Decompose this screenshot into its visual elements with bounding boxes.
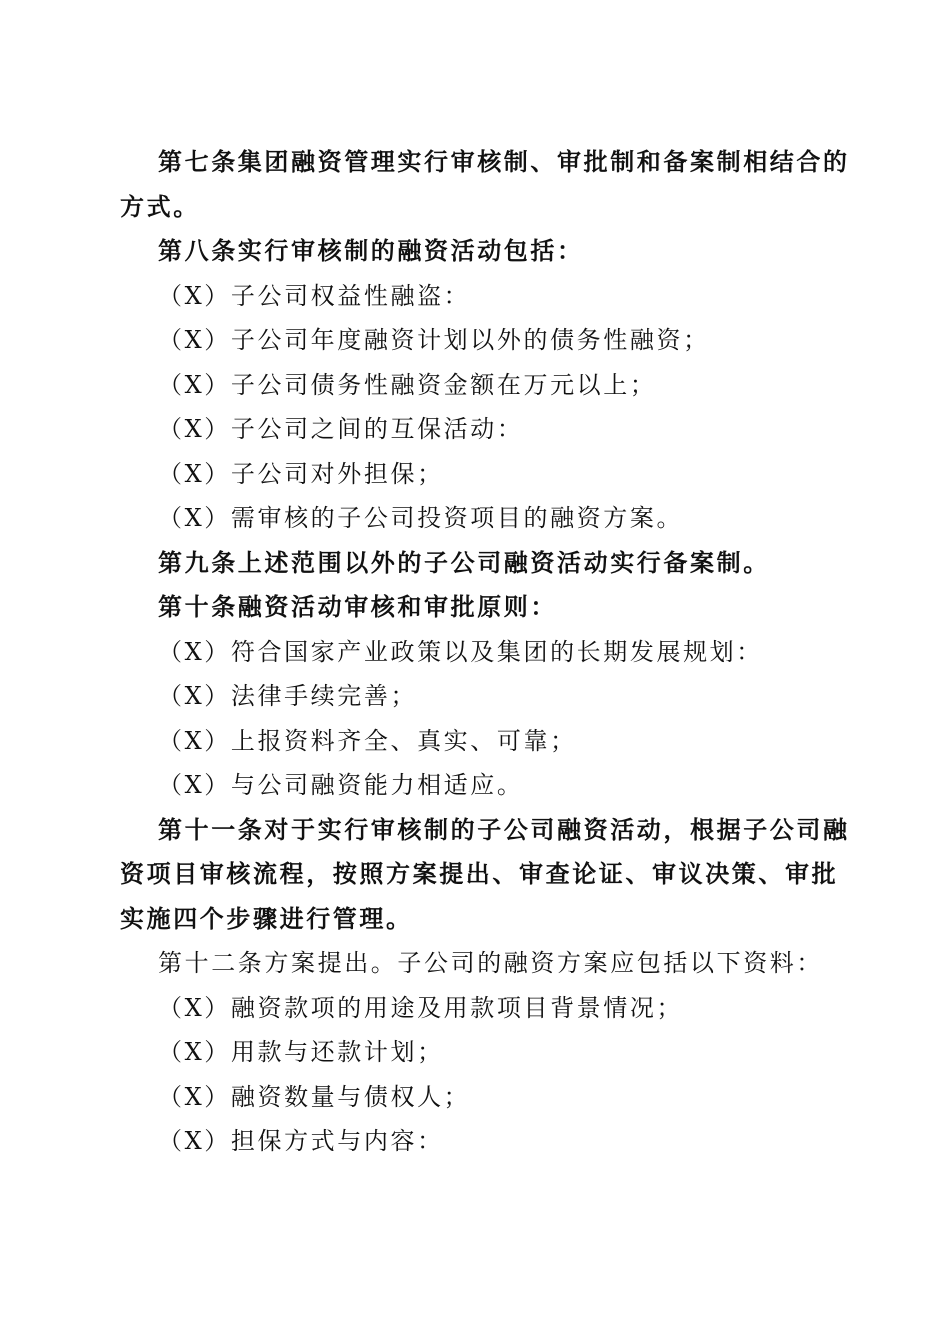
article-12-item-2: （X）用款与还款计划； [158,1038,444,1066]
article-10-item-3: （X）上报资料齐全、真实、可靠； [158,726,577,755]
article-7-line-1: 第七条集团融资管理实行审核制、审批制和备案制相结合的 [158,147,850,176]
article-7-line-2: 方式。 [120,191,200,221]
article-10-item-4: （X）与公司融资能力相适应。 [158,771,524,799]
article-12-heading: 第十二条方案提出。子公司的融资方案应包括以下资料： [158,949,823,977]
document-page [120,140,850,1164]
article-12-item-4: （X）担保方式与内容： [158,1127,444,1155]
article-8-item-6: （X）需审核的子公司投资项目的融资方案。 [158,504,684,532]
article-8-item-3: （X）子公司债务性融资金额在万元以上； [158,370,657,399]
article-12-item-1: （X）融资款项的用途及用款项目背景情况； [158,993,684,1022]
article-11-line-1: 第十一条对于实行审核制的子公司融资活动，根据子公司融 [158,814,850,844]
article-8-item-2: （X）子公司年度融资计划以外的债务性融资； [158,326,710,354]
article-9: 第九条上述范围以外的子公司融资活动实行备案制。 [158,547,770,577]
article-12-item-3: （X）融资数量与债权人； [158,1082,471,1111]
article-11-line-3: 实施四个步骤进行管理。 [120,903,413,933]
article-10-item-1: （X）符合国家产业政策以及集团的长期发展规划： [158,637,763,666]
article-10-item-2: （X）法律手续完善； [158,682,418,710]
article-8-item-5: （X）子公司对外担保； [158,459,444,488]
article-8-item-4: （X）子公司之间的互保活动： [158,415,524,443]
article-8-item-1: （X）子公司权益性融盗： [158,281,471,310]
article-10-heading: 第十条融资活动审核和审批原则： [158,592,557,621]
article-11-line-2: 资项目审核流程，按照方案提出、审查论证、审议决策、审批 [120,859,839,888]
article-8-heading: 第八条实行审核制的融资活动包括： [158,236,584,265]
